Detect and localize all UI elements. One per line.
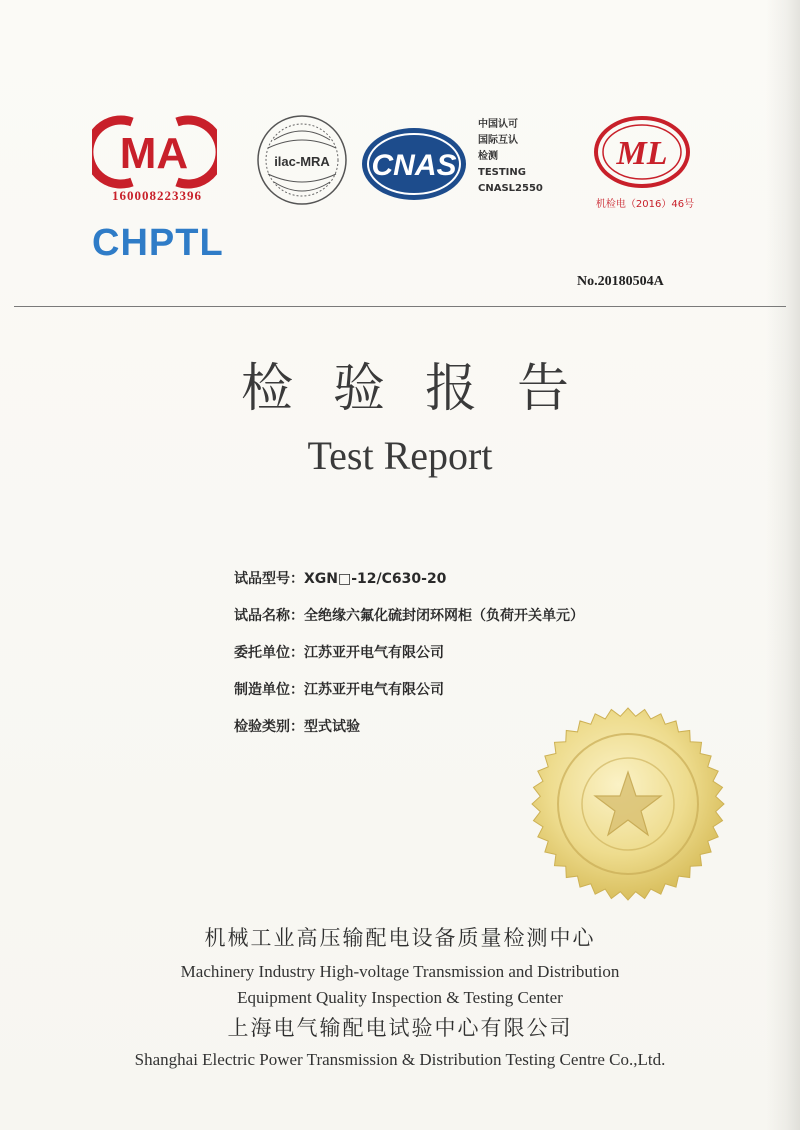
field-sample-model [234, 568, 584, 605]
field-client [234, 642, 584, 679]
cnas-line: 国际互认 [478, 135, 518, 146]
issuer2-name-cn: 上海电气输配电试验中心有限公司 [227, 1016, 573, 1040]
field-label: 委托单位： [234, 645, 304, 661]
issuer-name-en-line1: Machinery Industry High-voltage Transmission and Distribution [180, 962, 620, 981]
field-label: 制造单位： [234, 682, 304, 698]
field-value: 江苏亚开电气有限公司 [304, 645, 444, 661]
cnas-logo-icon [358, 124, 470, 204]
cnas-logo-text: CNAS [371, 149, 457, 182]
cnas-line: TESTING [478, 167, 526, 178]
page-edge-shadow [766, 0, 800, 1130]
field-sample-name [234, 605, 584, 642]
ilac-mra-logo-icon [254, 112, 350, 208]
ml-caption: 机检电（2016）46号 [595, 199, 695, 210]
field-value: 江苏亚开电气有限公司 [304, 682, 444, 698]
ma-logo-text: MA [119, 129, 189, 178]
field-label: 试品型号： [234, 571, 304, 587]
ml-logo-icon [592, 114, 692, 190]
cnas-line: CNASL2550 [478, 183, 543, 194]
chptl-logo: CHPTL [92, 222, 224, 264]
issuer-name-cn: 机械工业高压输配电设备质量检测中心 [204, 926, 596, 950]
field-value: 全绝缘六氟化硫封闭环网柜（负荷开关单元） [304, 608, 584, 624]
issuer2-name-en: Shanghai Electric Power Transmission & Distribution Testing Centre Co.,Ltd. [134, 1050, 666, 1069]
header-divider [14, 306, 786, 307]
cnas-line: 中国认可 [478, 119, 518, 130]
seal-icon [528, 704, 728, 904]
page-title-en: Test Report [307, 433, 493, 478]
cnas-accreditation-text [478, 117, 543, 197]
ma-number: 160008223396 [112, 188, 202, 203]
issuer-name-en-line2: Equipment Quality Inspection & Testing Center [237, 988, 563, 1007]
field-value: XGN□-12/C630-20 [304, 571, 447, 587]
ml-logo-text: ML [616, 135, 668, 172]
field-label: 试品名称： [234, 608, 304, 624]
field-value: 型式试验 [304, 719, 360, 735]
ilac-mra-text: ilac-MRA [274, 154, 330, 169]
page-title-cn: 检验报告 [240, 359, 609, 419]
cma-logo-icon [92, 112, 217, 192]
cnas-line: 检测 [478, 151, 498, 162]
report-number: No.20180504A [577, 274, 664, 289]
field-label: 检验类别： [234, 719, 304, 735]
